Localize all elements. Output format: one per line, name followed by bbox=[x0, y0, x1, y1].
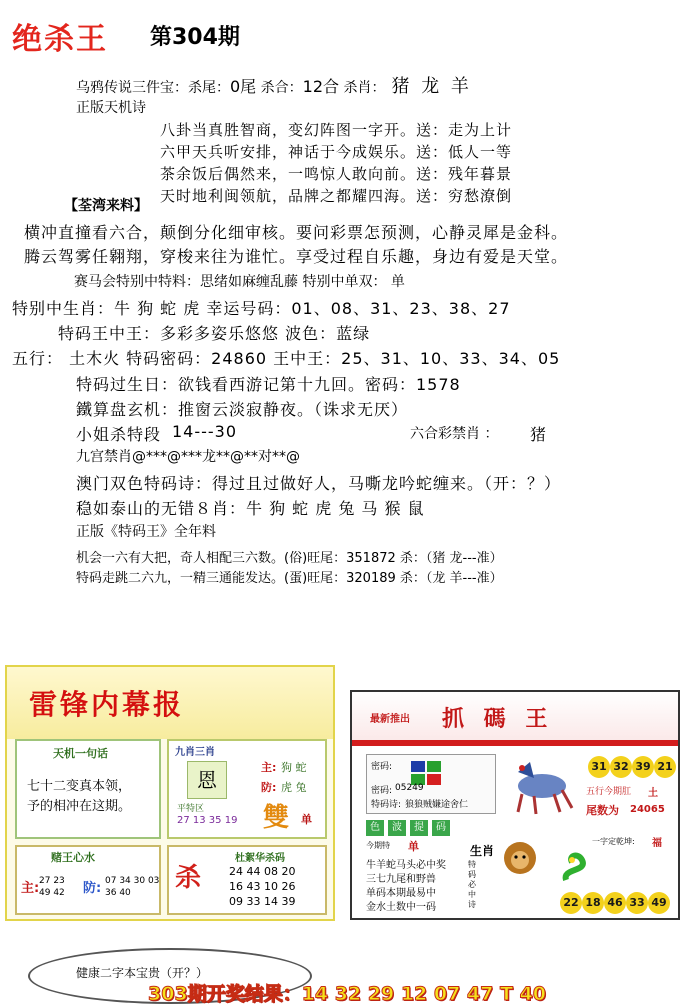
heart-label: 赌王心水 bbox=[51, 851, 95, 864]
bottom-ball-5: 49 bbox=[648, 892, 670, 914]
wenru-line: 稳如泰山的无错８肖：牛 狗 蛇 虎 兔 马 猴 鼠 bbox=[76, 499, 425, 518]
wuxing-line: 五行： 土木火 特码密码：24860 王中王：25、31、10、33、34、05 bbox=[12, 349, 561, 368]
sha-char: 杀 bbox=[175, 863, 202, 893]
weishu-label: 尾数为 bbox=[586, 804, 619, 817]
dujia-label: 杜絮华杀码 bbox=[235, 853, 285, 864]
wuya-shaxiao: 杀肖： bbox=[339, 80, 386, 96]
zhuama-poem-4: 金水土数中一码 bbox=[366, 902, 436, 913]
top-ball-3: 39 bbox=[632, 756, 654, 778]
heart-zhu-label: 主: bbox=[21, 881, 40, 896]
dujia-box bbox=[167, 845, 327, 915]
wuya-tail: 0尾 bbox=[230, 77, 257, 96]
wuxing-label: 五行今期肛 bbox=[586, 787, 632, 797]
yiju-label: 一字定乾坤: bbox=[592, 837, 635, 846]
poem-line-4: 天时地利闽领航，品牌之都耀四海。送：穷愁潦倒 bbox=[160, 187, 513, 205]
wuya-animals: 猪 龙 羊 bbox=[391, 76, 472, 97]
ling-value: 单 bbox=[408, 840, 419, 853]
zhuama-poem-3: 单码本期最易中 bbox=[366, 888, 436, 899]
ling-label: 今期特 bbox=[366, 841, 390, 850]
liuhe-value: 猪 bbox=[530, 425, 548, 444]
shengxiao-label: 生肖 bbox=[470, 844, 495, 858]
sebo-chip-3: 提 bbox=[410, 820, 428, 836]
leifeng-panel bbox=[5, 665, 335, 921]
cloud-text: 健康二字本宝贵（开？） bbox=[76, 966, 209, 980]
lion-icon bbox=[500, 838, 540, 878]
leifeng-title: 雷锋内幕报 bbox=[29, 688, 185, 721]
poem-line-2: 六甲天兵听安排，神话于今成娱乐。送：低人一等 bbox=[160, 143, 513, 161]
dujia-row-3: 09 33 14 39 bbox=[229, 895, 296, 908]
quanwan-title: 【荃湾来料】 bbox=[64, 198, 148, 214]
jihui-line: 机会一六有大把，奇人相配三六数。(俗)旺尾：351872 杀：（猪 龙---准） bbox=[76, 551, 503, 566]
top-ball-2: 32 bbox=[610, 756, 632, 778]
dan-char: 单 bbox=[301, 813, 312, 826]
yiju-value: 福 bbox=[652, 838, 662, 849]
heart-zhu-values: 27 23 49 42 bbox=[39, 876, 65, 898]
top-ball-4: 21 bbox=[654, 756, 676, 778]
zhuama-panel bbox=[350, 690, 680, 920]
wuya-he: 12合 bbox=[302, 77, 340, 96]
saima-line: 赛马会特别中特料：思绪如麻缠乱藤 特别中单双： 单 bbox=[74, 274, 405, 290]
sebo-chip-2: 波 bbox=[388, 820, 406, 836]
tebie-shengxiao-line: 特别中生肖：牛 狗 蛇 虎 幸运号码：01、08、31、23、38、27 bbox=[12, 299, 511, 318]
wuxing-value: 土 bbox=[648, 788, 658, 799]
zhu-values: 狗 蛇 bbox=[281, 761, 307, 774]
horse-icon bbox=[500, 752, 580, 818]
liuhe-label: 六合彩禁肖 ： bbox=[410, 426, 499, 442]
tiesuanpan-line: 鐵算盘玄机：推窗云淡寂静夜。（诛求无厌） bbox=[76, 400, 409, 419]
bottom-ball-3: 46 bbox=[604, 892, 626, 914]
dujia-row-2: 16 43 10 26 bbox=[229, 880, 296, 893]
zhuama-banner bbox=[352, 692, 678, 740]
heart-fang-values: 07 34 30 03 36 40 bbox=[105, 876, 160, 898]
snake-icon bbox=[560, 850, 592, 884]
aomen-line: 澳门双色特码诗：得过且过做好人，马嘶龙吟蛇缠来。（开：？） bbox=[76, 474, 562, 493]
wuya-line bbox=[76, 72, 472, 98]
tianji-verse-1: 七十二变真本领， bbox=[27, 779, 132, 794]
jiugong-line: 九宫禁肖@***@***龙**@**对**@ bbox=[76, 449, 300, 465]
draw-result: 303期开奖结果：14 32 29 12 07 47 T 40 bbox=[148, 983, 547, 1005]
fang-label: 防: bbox=[261, 781, 277, 794]
pingte-label: 平特区 bbox=[177, 804, 205, 814]
tianji-box-label: 天机一句话 bbox=[53, 747, 108, 760]
bottom-ball-2: 18 bbox=[582, 892, 604, 914]
brand-title: 绝杀王 bbox=[12, 22, 108, 57]
tianji-verse-2: 予的相冲在这期。 bbox=[27, 799, 132, 814]
leifeng-title-bar bbox=[7, 667, 333, 739]
pingte-values: 27 13 35 19 bbox=[177, 815, 238, 826]
tema-shi: 狼狼贼嫌途舍仁 bbox=[405, 800, 469, 810]
bottom-ball-1: 22 bbox=[560, 892, 582, 914]
zhengban-line: 正版《特码王》全年料 bbox=[76, 524, 216, 540]
en-box-label: 九肖三肖 bbox=[175, 747, 215, 758]
zhuama-banner-small: 最新推出 bbox=[370, 714, 410, 725]
poem-line-1: 八卦当真胜智商，变幻阵图一字开。送：走为上计 bbox=[160, 121, 513, 139]
mima-box bbox=[366, 754, 496, 814]
sebo-chip-1: 色 bbox=[366, 820, 384, 836]
wuya-mid: 杀合： bbox=[256, 80, 303, 96]
heart-box bbox=[15, 845, 161, 915]
zhuama-banner-title: 抓 碼 王 bbox=[442, 707, 554, 732]
zhu-label: 主: bbox=[261, 761, 277, 774]
tianji-title: 正版天机诗 bbox=[76, 100, 146, 116]
mima-value-label: 密码: bbox=[371, 786, 393, 796]
mima-label: 密码: bbox=[371, 762, 393, 772]
tianji-box bbox=[15, 739, 161, 839]
quanwan-line-1: 横冲直撞看六合，颠倒分化细审核。要问彩票怎预测，心静灵犀是金科。 bbox=[24, 223, 569, 242]
quanwan-line-2: 腾云驾雾任翱翔，穿梭来往为谁忙。享受过程自乐趣，身边有爱是天堂。 bbox=[24, 247, 569, 266]
dujia-row-1: 24 44 08 20 bbox=[229, 865, 296, 878]
tema-shi-label: 特码诗: bbox=[371, 800, 402, 810]
shuang-char: 雙 bbox=[263, 803, 290, 833]
guoshengri-line: 特码过生日：欲钱看西游记第十九回。密码：1578 bbox=[76, 375, 461, 394]
wuya-label: 乌鸦传说三件宝：杀尾： bbox=[76, 80, 230, 96]
en-char: 恩 bbox=[187, 761, 227, 799]
issue-number: 第304期 bbox=[150, 25, 240, 50]
top-ball-1: 31 bbox=[588, 756, 610, 778]
heart-fang-label: 防: bbox=[83, 881, 102, 896]
temawang-line: 特码王中王：多彩多姿乐悠悠 波色：蓝绿 bbox=[58, 324, 371, 343]
fang-values: 虎 兔 bbox=[281, 781, 307, 794]
logo-icon bbox=[411, 761, 441, 785]
poem-line-3: 茶余饭后偶然来，一鸣惊人敢向前。送：残年暮景 bbox=[160, 165, 513, 183]
weishu-value: 24065 bbox=[630, 804, 665, 815]
tema-zou-line: 特码走跳二六九，一精三通能发达。(蛋)旺尾：320189 杀：（龙 羊---准） bbox=[76, 571, 503, 586]
banner-divider bbox=[352, 740, 678, 746]
xiaojie-label: 小姐杀特段 bbox=[76, 425, 162, 444]
zhuama-poem-2: 三七九尾和野兽 bbox=[366, 874, 436, 885]
xiaojie-value: 14---30 bbox=[172, 422, 238, 441]
side-label: 特码必中诗 bbox=[468, 860, 476, 909]
zhuama-poem-1: 牛羊蛇马头必中奖 bbox=[366, 860, 446, 871]
sebo-chip-4: 码 bbox=[432, 820, 450, 836]
en-box bbox=[167, 739, 327, 839]
bottom-ball-4: 33 bbox=[626, 892, 648, 914]
mima-value: 05249 bbox=[395, 783, 424, 793]
